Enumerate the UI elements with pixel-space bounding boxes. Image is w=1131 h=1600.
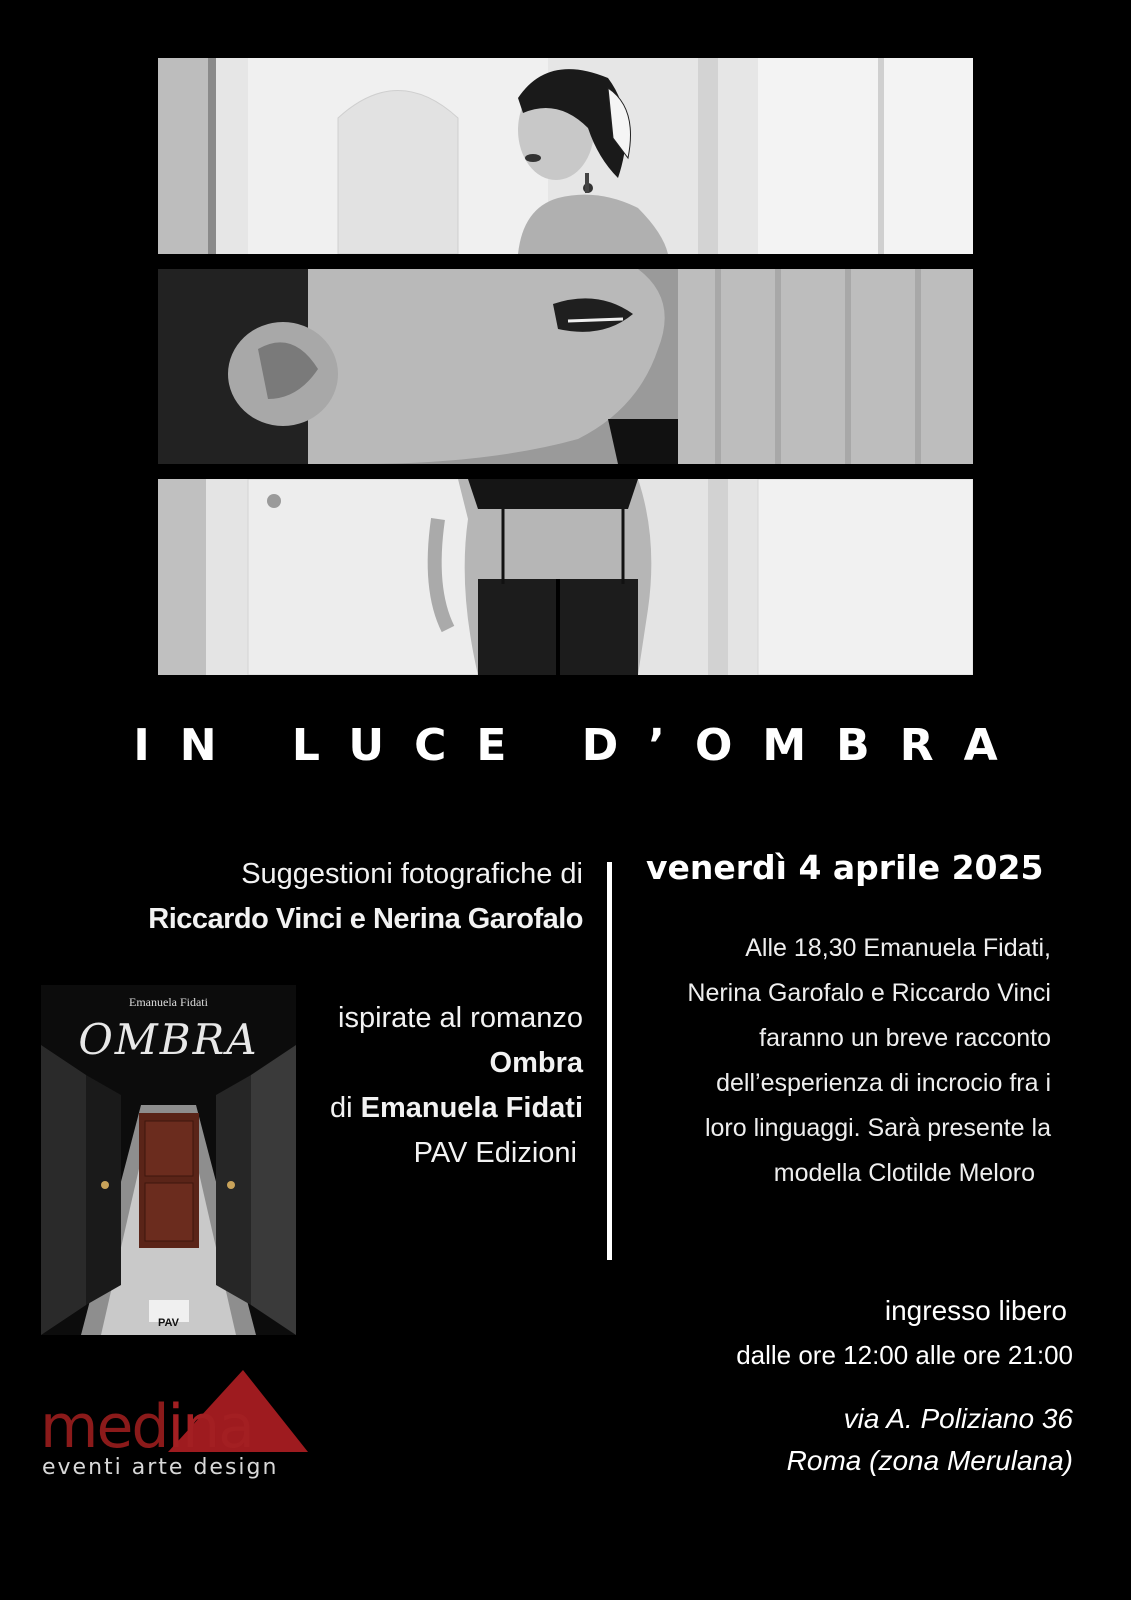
- event-description: [631, 926, 1051, 1196]
- event-date: venerdì 4 aprile 2025: [646, 848, 1044, 887]
- book-author: Emanuela Fidati: [129, 995, 208, 1009]
- medina-logo: [38, 1370, 328, 1480]
- description-line: Nerina Garofalo e Riccardo Vinci: [687, 979, 1051, 1007]
- description-line: Alle 18,30 Emanuela Fidati,: [745, 934, 1051, 962]
- novel-author-prefix: di: [329, 1092, 361, 1124]
- logo-name-part1: med: [40, 1392, 168, 1462]
- logo-name: [40, 1392, 253, 1462]
- description-line: dell’esperienza di incrocio fra i: [716, 1069, 1051, 1097]
- description-line: loro linguaggi. Sarà presente la: [704, 1114, 1051, 1142]
- photo-strip-top: [158, 58, 973, 254]
- logo-name-part2: ina: [167, 1392, 253, 1462]
- entry-info: ingresso libero: [884, 1295, 1067, 1326]
- book-publisher-mark: PAV: [158, 1317, 179, 1329]
- exhibition-title: IN LUCE D’OMBRA: [133, 720, 1028, 771]
- photo-strip-middle: [158, 269, 973, 464]
- address-city: Roma (zona Merulana): [786, 1445, 1073, 1476]
- address: [787, 1398, 1073, 1482]
- publisher: PAV Edizioni: [413, 1137, 577, 1169]
- description-line: modella Clotilde Meloro: [773, 1159, 1035, 1187]
- opening-hours: dalle ore 12:00 alle ore 21:00: [736, 1340, 1073, 1370]
- book-cover-image: [41, 985, 296, 1335]
- photo-strip-bottom: [158, 479, 973, 675]
- novel-title: Ombra: [489, 1047, 583, 1079]
- novel-author: Emanuela Fidati: [360, 1092, 583, 1124]
- description-line: faranno un breve racconto: [759, 1024, 1051, 1052]
- inspiration-block: [330, 996, 583, 1176]
- inspiration-line: ispirate al romanzo: [338, 1002, 583, 1034]
- logo-tagline: eventi arte design: [42, 1455, 279, 1480]
- address-street: via A. Poliziano 36: [843, 1403, 1073, 1434]
- vertical-divider: [607, 862, 612, 1260]
- book-title: OMBRA: [78, 1015, 259, 1064]
- novel-author-line: [330, 1086, 583, 1131]
- credits-intro: Suggestioni fotografiche di: [241, 858, 583, 890]
- credits-names: Riccardo Vinci e Nerina Garofalo: [148, 903, 583, 935]
